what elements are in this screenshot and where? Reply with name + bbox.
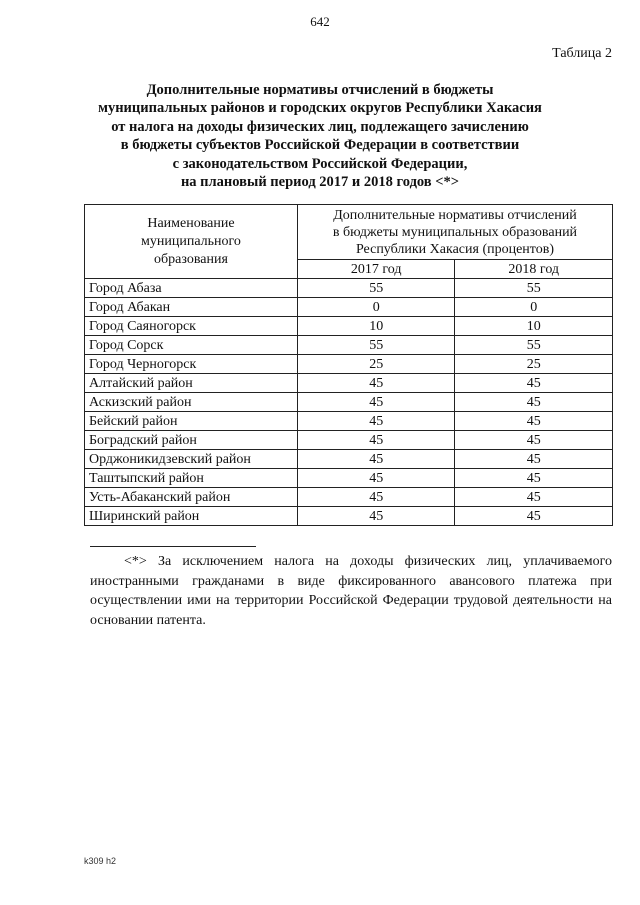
table-row bbox=[85, 355, 613, 374]
municipality-name: Город Саяногорск bbox=[85, 317, 298, 336]
header-year-2018: 2018 год bbox=[455, 260, 613, 279]
value-2017: 55 bbox=[297, 336, 455, 355]
value-2018: 0 bbox=[455, 298, 613, 317]
title-line: Дополнительные нормативы отчислений в бюджеты bbox=[146, 82, 494, 98]
value-2017: 45 bbox=[297, 450, 455, 469]
footnote-divider bbox=[90, 546, 256, 547]
value-2017: 45 bbox=[297, 393, 455, 412]
municipality-name: Аскизский район bbox=[85, 393, 298, 412]
municipality-name: Город Абакан bbox=[85, 298, 298, 317]
table-row bbox=[85, 469, 613, 488]
value-2017: 25 bbox=[297, 355, 455, 374]
value-2017: 45 bbox=[297, 374, 455, 393]
table-row bbox=[85, 298, 613, 317]
value-2017: 55 bbox=[297, 279, 455, 298]
document-title bbox=[60, 81, 580, 191]
municipality-name: Город Абаза bbox=[85, 279, 298, 298]
footnote-text: <*> За исключением налога на доходы физических лиц, уплачиваемого иностранными гражданами в виде фиксированного авансового платежа при осуществлении ими на территории Российской Федерации трудовой деятельности на основании патента. bbox=[90, 554, 612, 628]
value-2018: 45 bbox=[455, 393, 613, 412]
table-row bbox=[85, 412, 613, 431]
header-year-2017: 2017 год bbox=[297, 260, 455, 279]
value-2017: 45 bbox=[297, 507, 455, 526]
title-line: муниципальных районов и городских округов Республики Хакасия bbox=[98, 100, 542, 117]
municipality-name: Усть-Абаканский район bbox=[85, 488, 298, 507]
value-2017: 45 bbox=[297, 431, 455, 450]
value-2017: 10 bbox=[297, 317, 455, 336]
header-line: Республики Хакасия (процентов) bbox=[355, 242, 555, 257]
table-row bbox=[85, 488, 613, 507]
header-line: муниципального bbox=[141, 233, 241, 249]
municipality-name: Город Черногорск bbox=[85, 355, 298, 374]
table-row bbox=[85, 317, 613, 336]
municipality-name: Боградский район bbox=[85, 431, 298, 450]
municipality-name: Орджоникидзевский район bbox=[85, 450, 298, 469]
municipality-name: Бейский район bbox=[85, 412, 298, 431]
table-row bbox=[85, 374, 613, 393]
value-2017: 0 bbox=[297, 298, 455, 317]
header-norms-group bbox=[297, 205, 612, 260]
norms-table bbox=[84, 204, 613, 526]
value-2018: 25 bbox=[455, 355, 613, 374]
municipality-name: Город Сорск bbox=[85, 336, 298, 355]
header-line: Наименование bbox=[147, 215, 235, 231]
value-2018: 45 bbox=[455, 469, 613, 488]
municipality-name: Ширинский район bbox=[85, 507, 298, 526]
value-2017: 45 bbox=[297, 412, 455, 431]
title-line: от налога на доходы физических лиц, подлежащего зачислению bbox=[111, 118, 529, 135]
value-2018: 45 bbox=[455, 374, 613, 393]
value-2018: 45 bbox=[455, 507, 613, 526]
page-number: 642 bbox=[310, 14, 330, 29]
value-2018: 45 bbox=[455, 488, 613, 507]
title-line: на плановый период 2017 и 2018 годов <*> bbox=[180, 174, 460, 191]
municipality-name: Таштыпский район bbox=[85, 469, 298, 488]
table-row bbox=[85, 336, 613, 355]
table-row bbox=[85, 279, 613, 298]
table-row bbox=[85, 431, 613, 450]
table-row bbox=[85, 393, 613, 412]
table-label: Таблица 2 bbox=[552, 46, 612, 61]
header-line: Дополнительные нормативы отчислений bbox=[333, 208, 577, 223]
header-line: в бюджеты муниципальных образований bbox=[332, 225, 578, 240]
value-2018: 55 bbox=[455, 336, 613, 355]
title-line: с законодательством Российской Федерации, bbox=[172, 155, 468, 172]
table-row bbox=[85, 507, 613, 526]
value-2018: 45 bbox=[455, 412, 613, 431]
value-2018: 10 bbox=[455, 317, 613, 336]
header-municipality bbox=[85, 205, 298, 279]
title-line: в бюджеты субъектов Российской Федерации в соответствии bbox=[120, 137, 520, 154]
table-row bbox=[85, 450, 613, 469]
value-2018: 45 bbox=[455, 431, 613, 450]
value-2017: 45 bbox=[297, 469, 455, 488]
value-2018: 55 bbox=[455, 279, 613, 298]
municipality-name: Алтайский район bbox=[85, 374, 298, 393]
value-2018: 45 bbox=[455, 450, 613, 469]
header-line: образования bbox=[154, 251, 228, 267]
value-2017: 45 bbox=[297, 488, 455, 507]
document-code: k309 h2 bbox=[84, 856, 117, 866]
